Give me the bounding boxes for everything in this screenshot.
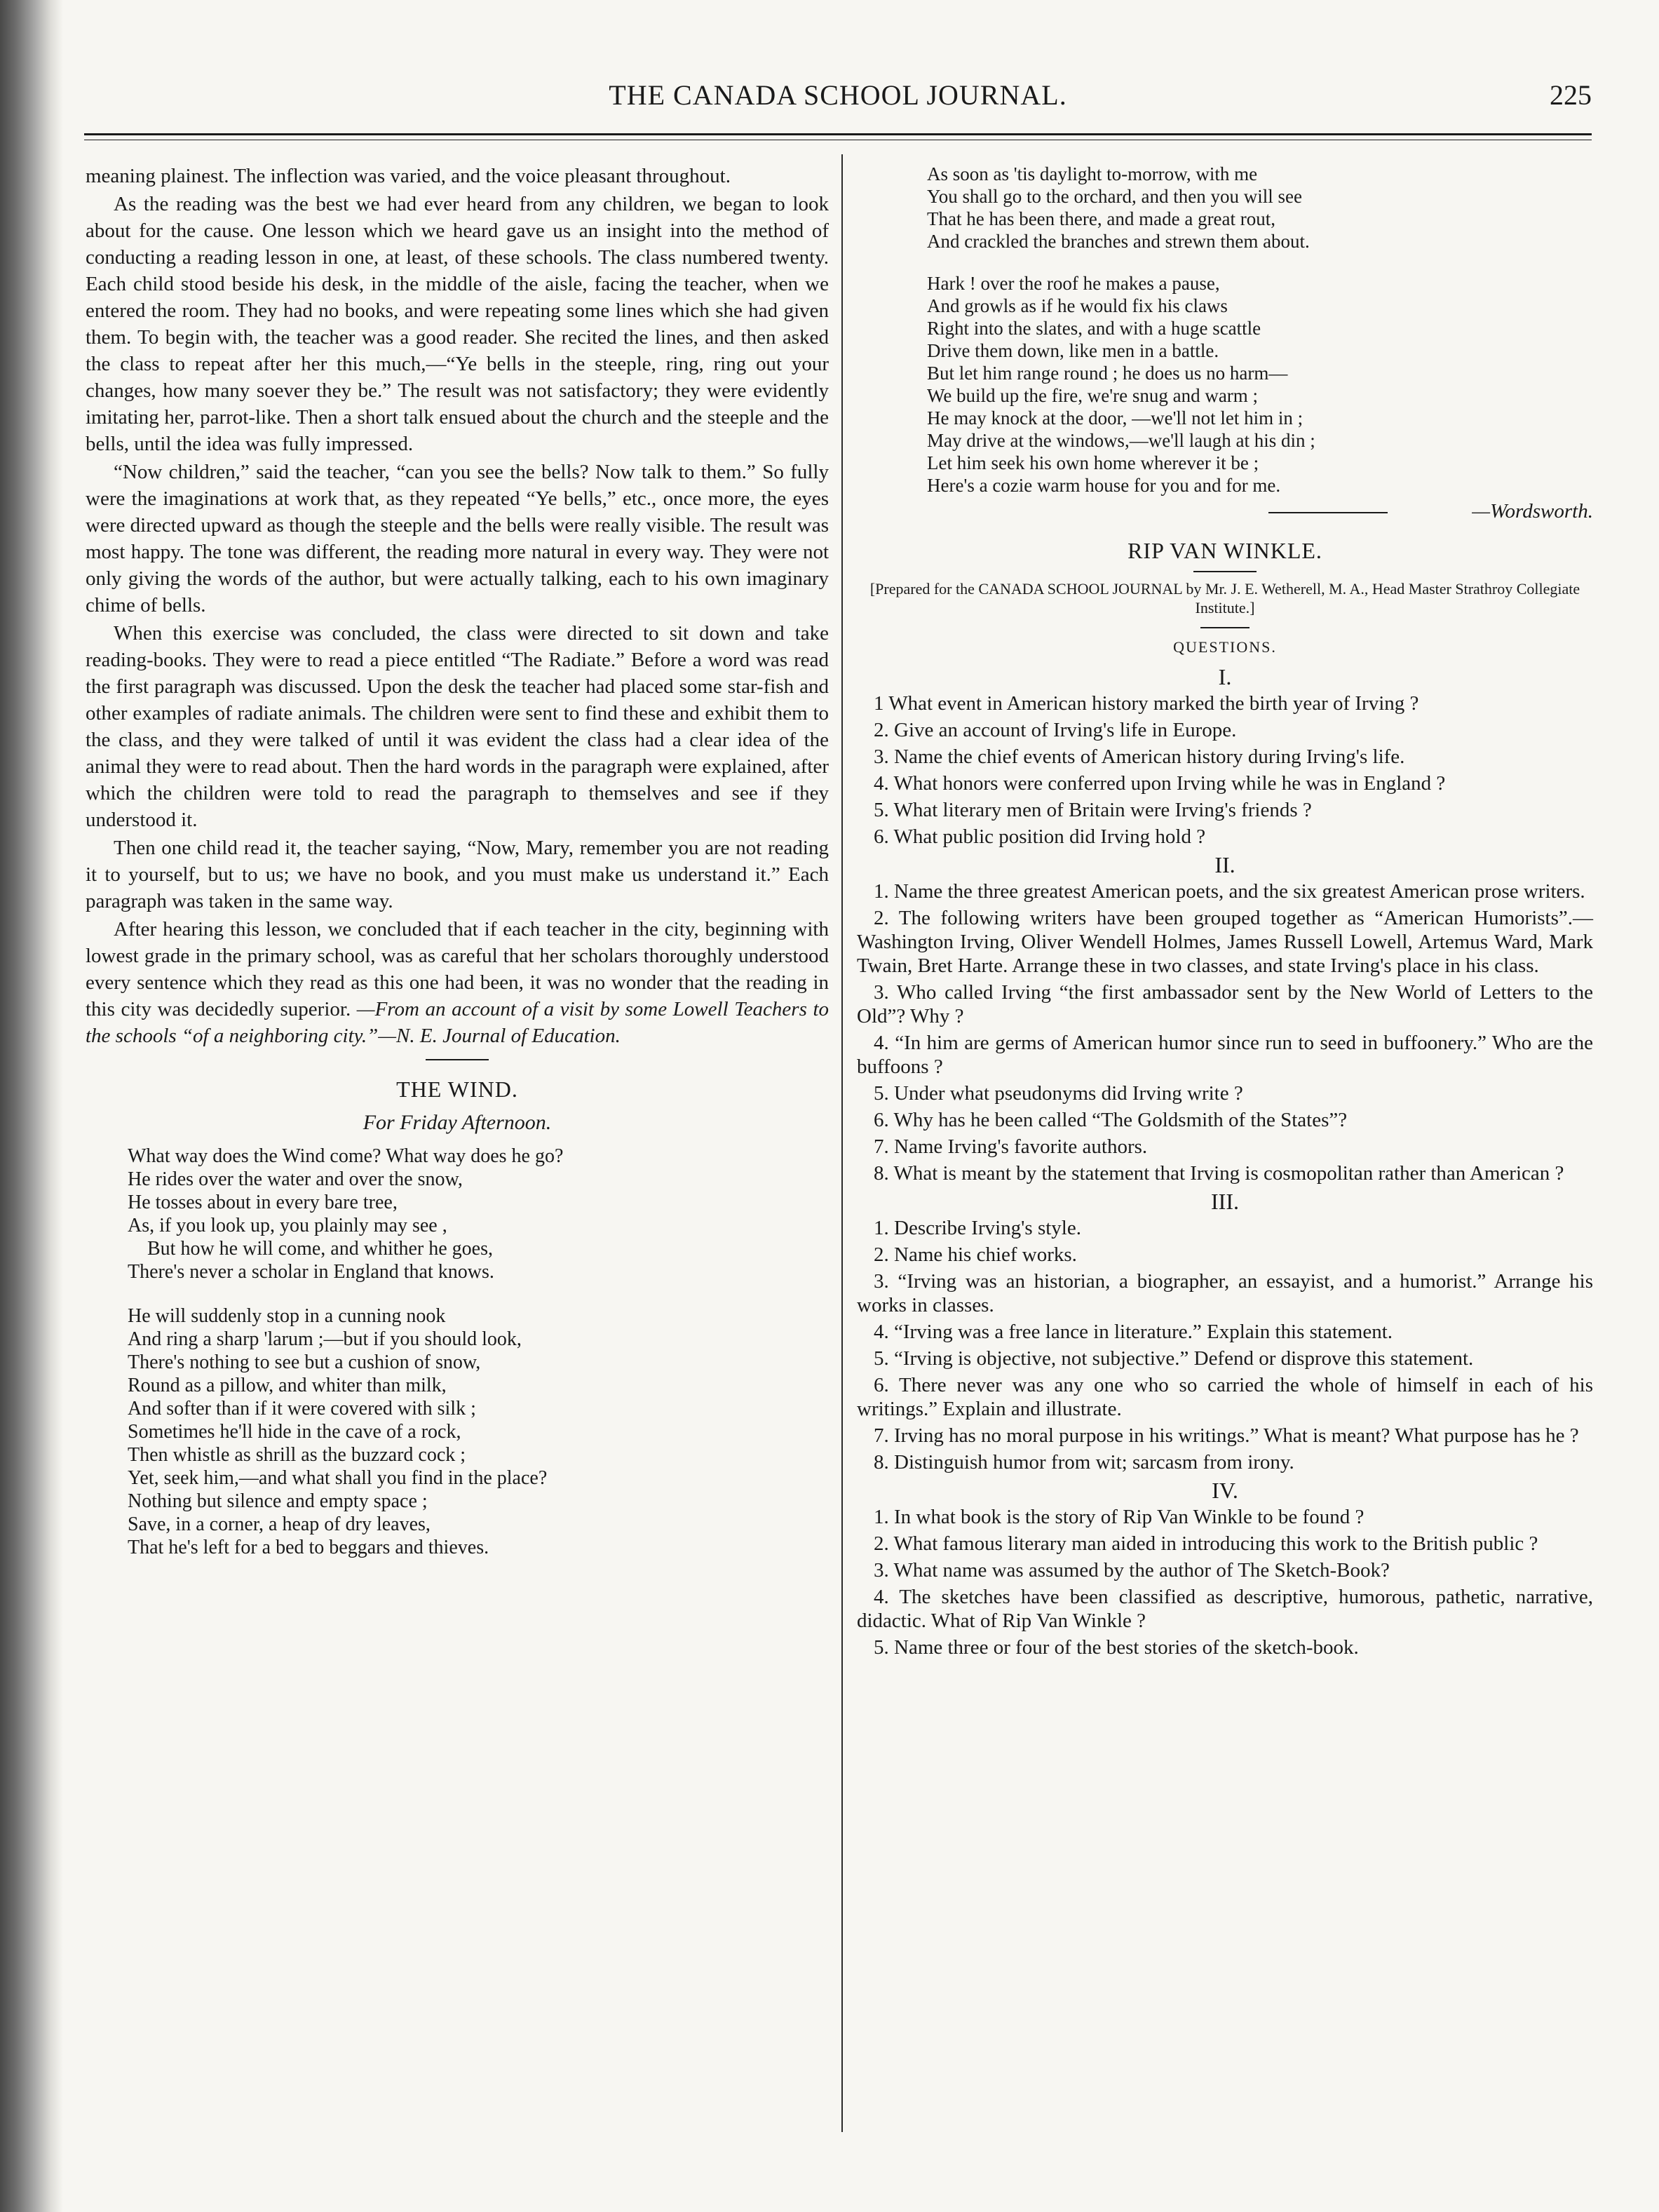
question-item: 2. The following writers have been grouped together as “American Humorists”.—Washington Irving, Oliver Wendell Holmes, James Russell Lowell, Artemus Ward, Mark Twain, Bret Harte. Arrange these in two classes, and state Irving's place in his class. (857, 907, 1593, 977)
question-item: 4. “In him are germs of American humor since run to seed in buffoonery.” Who are the buffoons ? (857, 1032, 1593, 1078)
poem-line: Save, in a corner, a heap of dry leaves, (128, 1513, 431, 1535)
paragraph: When this exercise was concluded, the class were directed to sit down and take reading-books. They were to read a piece entitled “The Radiate.” Before a word was read the first paragraph was discussed. Upon the desk the teacher had placed some star-fish and other examples of radiate animals. The children were sent to find these and exhibit them to the class, and they were talked of until it was evident the class had a clear idea of the animal they were to read about. Then the hard words in the paragraph were explained, after which the children were told to read the paragraph to themselves and see if they understood it. (86, 622, 829, 831)
poem-line: And crackled the branches and strewn them about. (927, 231, 1310, 252)
stanza-gap (927, 252, 1593, 272)
poem-line: He rides over the water and over the snow, (128, 1168, 463, 1190)
section-numeral: II. (1214, 852, 1235, 877)
source-citation: —From an account of a visit by some Lowell Teachers to the schools “of a neighboring city.”—N. E. Journal of Education. (86, 998, 829, 1047)
poem-attribution (857, 498, 1593, 525)
question-item: 1. Name the three greatest American poets, and the six greatest American prose writers. (874, 880, 1585, 903)
poem-line: And softer than if it were covered with silk ; (128, 1398, 476, 1419)
poem-line: As soon as 'tis daylight to-morrow, with me (927, 163, 1258, 184)
note-rule (1200, 627, 1250, 628)
poem-author: —Wordsworth. (1472, 500, 1593, 522)
question-item: 2. What famous literary man aided in introducing this work to the British public ? (874, 1532, 1538, 1555)
question-item: 5. “Irving is objective, not subjective.” Defend or disprove this statement. (874, 1347, 1474, 1370)
poem-subtitle: For Friday Afternoon. (363, 1111, 552, 1134)
questions-label: QUESTIONS. (1173, 638, 1277, 656)
title-rule (1193, 571, 1257, 572)
paragraph: As the reading was the best we had ever heard from any children, we began to look about for the cause. One lesson which we heard gave us an insight into the method of conducting a reading lesson in one, at least, of these schools. The class numbered twenty. Each child stood beside his desk, in the middle of the aisle, facing the teacher, when we entered the room. They had no books, and were repeating some lines which she had given them. To begin with, the teacher was a good reader. She recited the lines, and then asked the class to repeat after her this much,—“Ye bells in the steeple, ring, ring out your changes, how many soever they be.” The result was not satisfactory; they were evidently imitating her, parrot-like. Then a short talk ensued about the church and the steeple and the bells, until the idea was fully impressed. (86, 193, 829, 455)
question-item: 7. Name Irving's favorite authors. (874, 1135, 1148, 1158)
poem-line: And growls as if he would fix his claws (927, 295, 1228, 316)
poem-body (128, 1145, 829, 1559)
section-rule (426, 1059, 489, 1060)
right-column (857, 163, 1593, 1662)
poem-line: And ring a sharp 'larum ;—but if you should look, (128, 1328, 522, 1350)
page-number: 225 (1550, 79, 1592, 111)
header-rule (84, 133, 1592, 140)
page-header (84, 79, 1592, 121)
question-item: 3. Who called Irving “the first ambassador sent by the New World of Letters to the Old”? Why ? (857, 981, 1593, 1027)
question-item: 5. Under what pseudonyms did Irving write ? (874, 1082, 1243, 1105)
poem-line: We build up the fire, we're snug and warm ; (927, 385, 1259, 406)
question-item: 5. Name three or four of the best stories of the sketch-book. (874, 1636, 1359, 1659)
poem-line: You shall go to the orchard, and then you will see (927, 186, 1302, 207)
poem-line: Drive them down, like men in a battle. (927, 340, 1219, 361)
poem-line: There's never a scholar in England that knows. (128, 1261, 494, 1283)
poem-line: As, if you look up, you plainly may see , (128, 1215, 447, 1236)
paragraph-with-source (86, 916, 829, 1049)
stanza-gap (128, 1283, 829, 1304)
section-numeral: III. (1211, 1189, 1239, 1214)
paragraph-text: After hearing this lesson, we concluded that if each teacher in the city, beginning with lowest grade in the primary school, was as careful that her scholars thoroughly understood every sentence which they read as this one had been, it was no wonder that the reading in this city was decidedly superior. (86, 918, 829, 1020)
question-item: 1. In what book is the story of Rip Van Winkle to be found ? (874, 1506, 1365, 1528)
poem-line: Nothing but silence and empty space ; (128, 1490, 428, 1512)
poem-continuation (927, 163, 1593, 497)
question-item: 6. Why has he been called “The Goldsmith of the States”? (874, 1109, 1348, 1131)
poem-line: Sometimes he'll hide in the cave of a rock, (128, 1421, 461, 1443)
question-item: 7. Irving has no moral purpose in his writings.” What is meant? What purpose has he ? (874, 1424, 1579, 1447)
question-item: 2. Name his chief works. (874, 1243, 1077, 1266)
question-item: 1 What event in American history marked the birth year of Irving ? (874, 692, 1419, 715)
poem-line: May drive at the windows,—we'll laugh at his din ; (927, 430, 1315, 451)
poem-line: Here's a cozie warm house for you and for me. (927, 475, 1281, 496)
poem-line: That he has been there, and made a great rout, (927, 208, 1276, 229)
question-item: 8. Distinguish humor from wit; sarcasm from irony. (874, 1451, 1294, 1473)
question-item: 3. What name was assumed by the author of The Sketch-Book? (874, 1559, 1390, 1582)
poem-line: He will suddenly stop in a cunning nook (128, 1305, 446, 1327)
question-item: 6. What public position did Irving hold ? (874, 825, 1206, 848)
section-numeral: IV. (1212, 1478, 1238, 1503)
question-item: 3. “Irving was an historian, a biographer, an essayist, and a humorist.” Arrange his works in classes. (857, 1270, 1593, 1316)
question-item: 1. Describe Irving's style. (874, 1217, 1081, 1239)
attribution-rule (1268, 512, 1388, 513)
poem-title: THE WIND. (396, 1077, 518, 1102)
question-item: 8. What is meant by the statement that Irving is cosmopolitan rather than American ? (874, 1162, 1564, 1185)
poem-line: That he's left for a bed to beggars and thieves. (128, 1537, 489, 1558)
question-item: 6. There never was any one who so carried the whole of himself in each of his writings.” Explain and illustrate. (857, 1374, 1593, 1420)
left-column (86, 163, 829, 1559)
journal-title: THE CANADA SCHOOL JOURNAL. (609, 79, 1067, 111)
article-title: RIP VAN WINKLE. (1128, 538, 1322, 563)
poem-line: Then whistle as shrill as the buzzard cock ; (128, 1444, 466, 1466)
poem-line: There's nothing to see but a cushion of snow, (128, 1351, 481, 1373)
poem-line: Hark ! over the roof he makes a pause, (927, 273, 1220, 294)
question-item: 3. Name the chief events of American history during Irving's life. (874, 746, 1405, 768)
column-divider (841, 154, 843, 2132)
paragraph: Then one child read it, the teacher saying, “Now, Mary, remember you are not reading it to yourself, but to us; we have no book, and you must make us understand it.” Each paragraph was taken in the same way. (86, 837, 829, 912)
poem-line: He may knock at the door, —we'll not let him in ; (927, 407, 1304, 429)
poem-line: But how he will come, and whither he goes, (147, 1238, 494, 1260)
poem-line: He tosses about in every bare tree, (128, 1192, 398, 1213)
poem-line: What way does the Wind come? What way does he go? (128, 1145, 564, 1167)
section-numeral: I. (1218, 664, 1232, 689)
question-item: 4. “Irving was a free lance in literature.” Explain this statement. (874, 1321, 1393, 1343)
question-item: 2. Give an account of Irving's life in Europe. (874, 719, 1237, 741)
poem-line: But let him range round ; he does us no harm— (927, 363, 1288, 384)
question-item: 4. What honors were conferred upon Irving while he was in England ? (874, 772, 1446, 795)
poem-line: Round as a pillow, and whiter than milk, (128, 1375, 447, 1396)
page-binding-edge (0, 0, 63, 2212)
prepared-note: [Prepared for the CANADA SCHOOL JOURNAL by Mr. J. E. Wetherell, M. A., Head Master Strathroy Collegiate Institute.] (869, 580, 1580, 616)
question-item: 4. The sketches have been classified as descriptive, humorous, pathetic, narrative, didactic. What of Rip Van Winkle ? (857, 1586, 1593, 1632)
poem-line: Yet, seek him,—and what shall you find in the place? (128, 1467, 548, 1489)
paragraph: meaning plainest. The inflection was varied, and the voice pleasant throughout. (86, 165, 731, 187)
paragraph: “Now children,” said the teacher, “can you see the bells? Now talk to them.” So fully were the imaginations at work that, as they repeated “Ye bells,” etc., once more, the eyes were directed upward as though the steeple and the bells were really visible. The result was most happy. The tone was different, the reading more natural in every way. They were not only giving the words of the author, but were actually talking, each to his own imaginary chime of bells. (86, 461, 829, 616)
poem-line: Let him seek his own home wherever it be ; (927, 452, 1259, 473)
poem-line: Right into the slates, and with a huge scattle (927, 318, 1261, 339)
question-item: 5. What literary men of Britain were Irving's friends ? (874, 799, 1312, 821)
